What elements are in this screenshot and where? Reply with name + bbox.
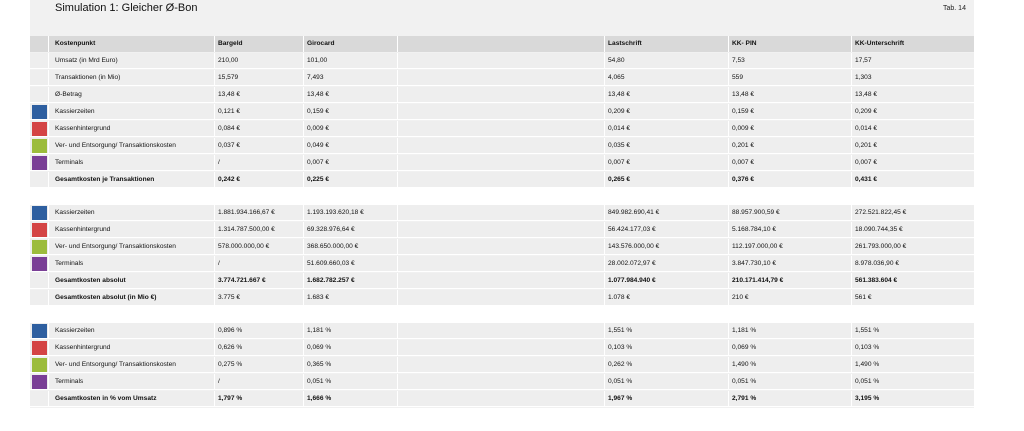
cell-girocard: 51.609.660,03 € <box>307 260 355 267</box>
table-row <box>30 172 974 188</box>
column-divider <box>604 36 605 52</box>
cell-kk-unterschrift: 561 € <box>855 294 872 301</box>
cell-label: Gesamtkosten in % vom Umsatz <box>55 395 157 402</box>
cell-label: Kassierzeiten <box>55 209 95 216</box>
color-swatch <box>32 375 47 389</box>
cell-kk-pin: 0,009 € <box>732 125 754 132</box>
column-divider <box>48 374 49 390</box>
table-row <box>30 391 974 407</box>
column-divider <box>48 155 49 171</box>
column-divider <box>303 290 304 306</box>
table-row <box>30 222 974 238</box>
column-divider <box>604 155 605 171</box>
cell-girocard: 7,493 <box>307 74 324 81</box>
table-row <box>30 70 974 86</box>
cell-kk-pin: 2,791 % <box>732 395 757 402</box>
column-divider <box>214 374 215 390</box>
column-divider <box>397 205 398 221</box>
cell-kk-pin: 0,051 % <box>732 378 757 385</box>
cell-kk-unterschrift: 0,007 € <box>855 159 877 166</box>
column-divider <box>397 357 398 373</box>
cell-label: Gesamtkosten je Transaktionen <box>55 176 155 183</box>
column-divider <box>604 391 605 407</box>
column-divider <box>303 121 304 137</box>
column-divider <box>303 222 304 238</box>
cell-girocard: 1.682.782.257 € <box>307 277 355 284</box>
cell-kk-unterschrift: 8.978.036,90 € <box>855 260 899 267</box>
cell-kk-pin: 210.171.414,79 € <box>732 277 784 284</box>
cell-label: Kassierzeiten <box>55 108 95 115</box>
cell-kk-pin: 112.197.000,00 € <box>732 243 783 250</box>
table-row <box>30 273 974 289</box>
column-divider <box>851 138 852 154</box>
column-divider <box>851 104 852 120</box>
column-divider <box>851 374 852 390</box>
column-divider <box>728 53 729 69</box>
table-row <box>30 239 974 255</box>
column-divider <box>604 273 605 289</box>
column-divider <box>214 53 215 69</box>
cell-kk-unterschrift: 0,103 % <box>855 344 880 351</box>
cell-girocard: 69.328.976,64 € <box>307 226 355 233</box>
cell-kk-unterschrift: 1,490 % <box>855 361 880 368</box>
column-divider <box>604 104 605 120</box>
color-swatch <box>32 206 47 220</box>
cell-girocard: 1.683 € <box>307 294 329 301</box>
column-divider <box>48 36 49 52</box>
column-divider <box>604 172 605 188</box>
cell-kk-pin: 5.168.784,10 € <box>732 226 776 233</box>
column-divider <box>397 374 398 390</box>
column-divider <box>214 290 215 306</box>
cell-girocard: 368.650.000,00 € <box>307 243 359 250</box>
column-divider <box>604 138 605 154</box>
column-divider <box>397 391 398 407</box>
cell-kk-unterschrift: 1,551 % <box>855 327 880 334</box>
column-divider <box>397 70 398 86</box>
cell-lastschrift: 1.078 € <box>608 294 630 301</box>
cell-label: Ver- und Entsorgung/ Transaktionskosten <box>55 361 176 368</box>
cell-bargeld: 0,896 % <box>218 327 243 334</box>
cell-kk-unterschrift: KK-Unterschrift <box>855 40 905 47</box>
column-divider <box>397 138 398 154</box>
cell-lastschrift: 28.002.072,97 € <box>608 260 656 267</box>
cell-kk-unterschrift: 3,195 % <box>855 395 880 402</box>
column-divider <box>851 53 852 69</box>
cell-label: Terminals <box>55 260 84 267</box>
cell-kk-unterschrift: 17,57 <box>855 57 872 64</box>
cell-girocard: 1,666 % <box>307 395 332 402</box>
column-divider <box>303 104 304 120</box>
color-swatch <box>32 324 47 338</box>
column-divider <box>851 70 852 86</box>
cell-bargeld: 1.881.934.166,67 € <box>218 209 275 216</box>
cell-girocard: 13,48 € <box>307 91 329 98</box>
column-divider <box>303 172 304 188</box>
column-divider <box>851 290 852 306</box>
cell-label: Kassenhintergrund <box>55 344 111 351</box>
cell-girocard: 0,049 € <box>307 142 329 149</box>
cell-lastschrift: 0,014 € <box>608 125 630 132</box>
cell-lastschrift: 0,051 % <box>608 378 633 385</box>
cell-lastschrift: 0,262 % <box>608 361 633 368</box>
column-divider <box>214 36 215 52</box>
cell-bargeld: 15,579 <box>218 74 239 81</box>
cell-lastschrift: 0,035 € <box>608 142 630 149</box>
cell-lastschrift: 1,551 % <box>608 327 633 334</box>
table-row <box>30 290 974 306</box>
cell-bargeld: 578.000.000,00 € <box>218 243 270 250</box>
column-divider <box>604 70 605 86</box>
column-divider <box>214 222 215 238</box>
column-divider <box>728 239 729 255</box>
column-divider <box>303 36 304 52</box>
column-divider <box>303 391 304 407</box>
column-divider <box>48 256 49 272</box>
column-divider <box>48 391 49 407</box>
cell-kk-pin: 13,48 € <box>732 91 754 98</box>
column-divider <box>303 205 304 221</box>
cell-bargeld: 13,48 € <box>218 91 240 98</box>
column-divider <box>214 391 215 407</box>
table-header-row <box>30 36 974 52</box>
color-swatch <box>32 257 47 271</box>
cell-girocard: 0,009 € <box>307 125 329 132</box>
cell-label: Umsatz (in Mrd Euro) <box>55 57 118 64</box>
cell-bargeld: 0,242 € <box>218 176 240 183</box>
column-divider <box>728 36 729 52</box>
column-divider <box>728 357 729 373</box>
cell-girocard: 1,181 % <box>307 327 332 334</box>
cell-lastschrift: 1.077.984.940 € <box>608 277 656 284</box>
cell-lastschrift: 143.576.000,00 € <box>608 243 660 250</box>
cell-kk-unterschrift: 0,209 € <box>855 108 877 115</box>
column-divider <box>397 222 398 238</box>
cell-label: Gesamtkosten absolut <box>55 277 126 284</box>
cell-label: Kassenhintergrund <box>55 226 111 233</box>
cell-lastschrift: 0,103 % <box>608 344 633 351</box>
cell-kk-pin: 0,159 € <box>732 108 754 115</box>
table-row <box>30 256 974 272</box>
column-divider <box>214 155 215 171</box>
cell-kk-unterschrift: 13,48 € <box>855 91 877 98</box>
table-number-label: Tab. 14 <box>943 5 966 12</box>
column-divider <box>303 323 304 339</box>
column-divider <box>728 172 729 188</box>
cell-lastschrift: 54,80 <box>608 57 625 64</box>
column-divider <box>728 222 729 238</box>
column-divider <box>214 87 215 103</box>
column-divider <box>728 155 729 171</box>
cell-label: Terminals <box>55 378 84 385</box>
column-divider <box>214 70 215 86</box>
column-divider <box>48 53 49 69</box>
column-divider <box>604 239 605 255</box>
cell-kk-unterschrift: 0,431 € <box>855 176 877 183</box>
column-divider <box>728 87 729 103</box>
cell-kk-unterschrift: 261.793.000,00 € <box>855 243 907 250</box>
cell-girocard: 0,069 % <box>307 344 332 351</box>
cell-lastschrift: Lastschrift <box>608 40 642 47</box>
color-swatch <box>32 223 47 237</box>
column-divider <box>397 36 398 52</box>
column-divider <box>303 239 304 255</box>
cell-girocard: 0,007 € <box>307 159 329 166</box>
column-divider <box>48 70 49 86</box>
column-divider <box>604 205 605 221</box>
cell-lastschrift: 13,48 € <box>608 91 630 98</box>
column-divider <box>303 340 304 356</box>
column-divider <box>214 323 215 339</box>
table-row <box>30 357 974 373</box>
column-divider <box>851 121 852 137</box>
cell-kk-unterschrift: 1,303 <box>855 74 872 81</box>
cell-kk-unterschrift: 0,051 % <box>855 378 880 385</box>
column-divider <box>604 374 605 390</box>
color-swatch <box>32 358 47 372</box>
color-swatch <box>32 156 47 170</box>
column-divider <box>851 36 852 52</box>
column-divider <box>214 256 215 272</box>
column-divider <box>214 172 215 188</box>
column-divider <box>851 273 852 289</box>
table-row <box>30 340 974 356</box>
column-divider <box>397 256 398 272</box>
column-divider <box>48 222 49 238</box>
column-divider <box>728 70 729 86</box>
column-divider <box>303 374 304 390</box>
table-row <box>30 121 974 137</box>
cell-kk-unterschrift: 0,014 € <box>855 125 877 132</box>
color-swatch <box>32 105 47 119</box>
cell-girocard: 101,00 <box>307 57 328 64</box>
column-divider <box>728 391 729 407</box>
column-divider <box>397 172 398 188</box>
column-divider <box>397 323 398 339</box>
column-divider <box>303 155 304 171</box>
column-divider <box>851 87 852 103</box>
column-divider <box>303 357 304 373</box>
cell-girocard: 0,365 % <box>307 361 332 368</box>
table-row <box>30 323 974 339</box>
cell-label: Ver- und Entsorgung/ Transaktionskosten <box>55 243 176 250</box>
cell-lastschrift: 56.424.177,03 € <box>608 226 656 233</box>
cell-label: Ver- und Entsorgung/ Transaktionskosten <box>55 142 176 149</box>
table-row <box>30 155 974 171</box>
cell-label: Kassenhintergrund <box>55 125 111 132</box>
column-divider <box>728 205 729 221</box>
column-divider <box>397 104 398 120</box>
column-divider <box>397 239 398 255</box>
cell-kk-unterschrift: 272.521.822,45 € <box>855 209 907 216</box>
table-row <box>30 374 974 390</box>
column-divider <box>303 87 304 103</box>
section-gap <box>30 306 974 323</box>
cell-kk-pin: 88.957.900,59 € <box>732 209 780 216</box>
column-divider <box>604 222 605 238</box>
cell-girocard: Girocard <box>307 40 335 47</box>
column-divider <box>728 104 729 120</box>
column-divider <box>48 323 49 339</box>
cell-girocard: 0,159 € <box>307 108 329 115</box>
cell-kk-pin: 1,490 % <box>732 361 757 368</box>
cell-label: Kassierzeiten <box>55 327 95 334</box>
column-divider <box>48 104 49 120</box>
column-divider <box>48 87 49 103</box>
color-swatch <box>32 122 47 136</box>
cell-label: Transaktionen (in Mio) <box>55 74 121 81</box>
column-divider <box>303 256 304 272</box>
column-divider <box>397 340 398 356</box>
column-divider <box>604 256 605 272</box>
column-divider <box>604 323 605 339</box>
cell-bargeld: 1,797 % <box>218 395 243 402</box>
cell-bargeld: 0,037 € <box>218 142 240 149</box>
column-divider <box>48 357 49 373</box>
cell-bargeld: 210,00 <box>218 57 239 64</box>
section-gap <box>30 188 974 205</box>
cell-bargeld: / <box>218 159 220 166</box>
column-divider <box>604 53 605 69</box>
cell-kk-pin: 210 € <box>732 294 749 301</box>
cell-bargeld: 3.774.721.667 € <box>218 277 266 284</box>
column-divider <box>851 340 852 356</box>
column-divider <box>851 239 852 255</box>
column-divider <box>214 138 215 154</box>
cell-kk-pin: 0,201 € <box>732 142 754 149</box>
column-divider <box>303 53 304 69</box>
table-row <box>30 104 974 120</box>
column-divider <box>728 121 729 137</box>
column-divider <box>397 53 398 69</box>
cell-girocard: 0,051 % <box>307 378 332 385</box>
column-divider <box>851 155 852 171</box>
cell-kk-pin: 7,53 <box>732 57 745 64</box>
cell-lastschrift: 1,967 % <box>608 395 633 402</box>
column-divider <box>303 273 304 289</box>
column-divider <box>397 273 398 289</box>
column-divider <box>604 121 605 137</box>
cell-label: Ø-Betrag <box>55 91 82 98</box>
column-divider <box>728 340 729 356</box>
column-divider <box>214 104 215 120</box>
cell-kk-pin: 559 <box>732 74 744 81</box>
cell-kk-pin: KK- PIN <box>732 40 757 47</box>
cell-lastschrift: 0,007 € <box>608 159 630 166</box>
column-divider <box>214 121 215 137</box>
cell-lastschrift: 4,065 <box>608 74 625 81</box>
cell-label: Gesamtkosten absolut (in Mio €) <box>55 294 157 301</box>
column-divider <box>48 239 49 255</box>
cell-girocard: 0,225 € <box>307 176 329 183</box>
column-divider <box>604 87 605 103</box>
column-divider <box>48 273 49 289</box>
column-divider <box>48 340 49 356</box>
cell-kk-unterschrift: 561.383.604 € <box>855 277 898 284</box>
column-divider <box>728 138 729 154</box>
column-divider <box>851 172 852 188</box>
column-divider <box>48 121 49 137</box>
table-row <box>30 53 974 69</box>
column-divider <box>728 374 729 390</box>
table-row <box>30 87 974 103</box>
cell-girocard: 1.193.193.620,18 € <box>307 209 364 216</box>
column-divider <box>851 256 852 272</box>
column-divider <box>48 290 49 306</box>
cell-bargeld: 1.314.787.500,00 € <box>218 226 275 233</box>
column-divider <box>397 121 398 137</box>
column-divider <box>851 205 852 221</box>
column-divider <box>214 205 215 221</box>
cell-bargeld: Bargeld <box>218 40 243 47</box>
cell-bargeld: 3.775 € <box>218 294 240 301</box>
column-divider <box>214 273 215 289</box>
section-gap <box>30 408 974 431</box>
column-divider <box>604 357 605 373</box>
cell-kk-pin: 0,007 € <box>732 159 754 166</box>
column-divider <box>397 290 398 306</box>
column-divider <box>604 340 605 356</box>
column-divider <box>851 222 852 238</box>
column-divider <box>48 138 49 154</box>
color-swatch <box>32 341 47 355</box>
cell-label: Terminals <box>55 159 84 166</box>
column-divider <box>728 323 729 339</box>
cell-bargeld: / <box>218 260 220 267</box>
column-divider <box>397 155 398 171</box>
cell-label: Kostenpunkt <box>55 40 96 47</box>
cell-kk-unterschrift: 18.090.744,35 € <box>855 226 903 233</box>
column-divider <box>397 87 398 103</box>
column-divider <box>303 138 304 154</box>
cell-kk-pin: 0,376 € <box>732 176 754 183</box>
cell-bargeld: 0,275 % <box>218 361 243 368</box>
cell-lastschrift: 0,265 € <box>608 176 630 183</box>
column-divider <box>728 256 729 272</box>
column-divider <box>728 290 729 306</box>
table-row <box>30 138 974 154</box>
column-divider <box>851 323 852 339</box>
cell-lastschrift: 849.982.690,41 € <box>608 209 660 216</box>
column-divider <box>851 357 852 373</box>
cell-kk-pin: 1,181 % <box>732 327 757 334</box>
column-divider <box>303 70 304 86</box>
cell-kk-pin: 3.847.730,10 € <box>732 260 776 267</box>
column-divider <box>48 205 49 221</box>
column-divider <box>214 239 215 255</box>
column-divider <box>214 357 215 373</box>
column-divider <box>728 273 729 289</box>
cell-bargeld: 0,084 € <box>218 125 240 132</box>
column-divider <box>851 391 852 407</box>
cell-kk-pin: 0,069 % <box>732 344 757 351</box>
color-swatch <box>32 139 47 153</box>
cell-bargeld: 0,121 € <box>218 108 240 115</box>
page-title: Simulation 1: Gleicher Ø-Bon <box>55 2 198 14</box>
table-row <box>30 205 974 221</box>
cell-bargeld: 0,626 % <box>218 344 243 351</box>
cell-bargeld: / <box>218 378 220 385</box>
cell-lastschrift: 0,209 € <box>608 108 630 115</box>
column-divider <box>604 290 605 306</box>
color-swatch <box>32 240 47 254</box>
column-divider <box>48 172 49 188</box>
cell-kk-unterschrift: 0,201 € <box>855 142 877 149</box>
column-divider <box>214 340 215 356</box>
